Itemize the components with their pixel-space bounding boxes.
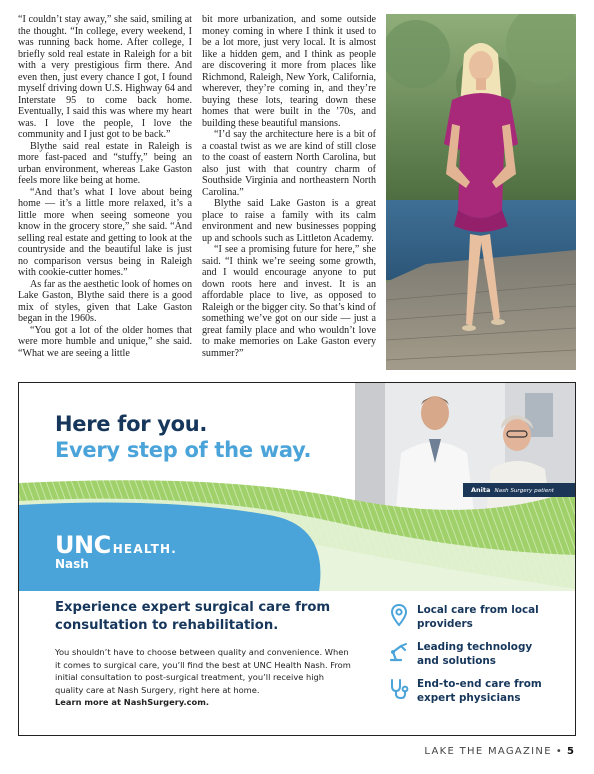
- magazine-name: LAKE THE MAGAZINE: [424, 746, 552, 757]
- ad-subheadline: Experience expert surgical care from consultation to rehabilitation.: [55, 600, 331, 633]
- page-number: 5: [567, 746, 574, 757]
- paragraph: “I see a promising future for here,” she said. “I think we’re seeing some growth, and I would encourage anyone to put down roots here and invest. It is an affordable place to live, as opposed to Raleigh or the bigger city. So that’s kind of something we’ve got on our side — just a great family place and who wouldn’t love to make memories on Lake Gaston every summer?”: [202, 244, 376, 359]
- logo-unc: UNC: [55, 531, 111, 559]
- robotic-arm-icon: [387, 640, 411, 664]
- footer-separator: •: [555, 746, 564, 757]
- paragraph: “And that’s what I love about being home — it’s a little more relaxed, it’s a little more when seeing someone you know in the grocery store,” she said. “And selling real estate and getting to look at the countryside and the beautiful lake is just no comparison versus being in Raleigh with cookie-cutter homes.”: [18, 186, 192, 278]
- headline-line-2: Every step of the way.: [55, 438, 312, 462]
- headline-line-1: Here for you.: [55, 412, 208, 436]
- caption-role: Nash Surgery patient: [494, 488, 555, 494]
- location-pin-icon: [387, 603, 411, 627]
- feature-end-to-end: [387, 677, 547, 705]
- page-footer: [424, 746, 574, 757]
- article-photo: [386, 14, 576, 370]
- feature-text: Leading technology and solutions: [417, 641, 533, 667]
- article-column-1: [18, 14, 192, 359]
- paragraph: “You got a lot of the older homes that were more humble and unique,” she said. “What we are seeing a little: [18, 324, 192, 359]
- caption-name: Anita: [471, 486, 491, 494]
- logo-health: HEALTH.: [112, 542, 178, 556]
- paragraph: Blythe said real estate in Raleigh is more fast-paced and “stuffy,” being an urban environment, whereas Lake Gaston feels more like being at home.: [18, 140, 192, 186]
- ad-body: [55, 646, 355, 709]
- unc-health-advertisement: [18, 382, 576, 736]
- paragraph: Blythe said Lake Gaston is a great place to raise a family with its calm environment and new businesses popping up and schools such as Littleton Academy.: [202, 198, 376, 244]
- stethoscope-icon: [387, 677, 411, 701]
- paragraph: As far as the aesthetic look of homes on Lake Gaston, Blythe said there is a good mix of styles, given that Lake Gaston began in the 1960s.: [18, 278, 192, 324]
- paragraph: “I’d say the architecture here is a bit of a coastal twist as we are kind of still close to the coast of eastern North Carolina, but also just with that country charm of Southside Virginia and northeastern North Carolina.”: [202, 129, 376, 198]
- photo-caption: [463, 483, 576, 497]
- learn-more-link[interactable]: Learn more at NashSurgery.com.: [55, 697, 210, 708]
- paragraph: “I couldn’t stay away,” she said, smiling at the thought. “In college, every weekend, I was running back home. After college, I briefly sold real estate in Raleigh for a bit with a very prestigious firm there. And even then, just every chance I got, I found myself driving down U.S. Highway 64 and Interstate 95 to come back home. Eventually, I said this was where my heart was. I love the people, I love the community and I just got to be back.”: [18, 14, 192, 140]
- feature-local-care: [387, 603, 547, 631]
- paragraph: bit more urbanization, and some outside money coming in where I think it used to be a lot more, just very local. It is almost like a hidden gem, and I think as people are discovering it more from places like Richmond, Raleigh, New York, California, wherever, they’re coming in, and they’re buying these lots, tearing down these homes that were built in the ’70s, and building these beautiful mansions.: [202, 14, 376, 129]
- feature-technology: [387, 640, 547, 668]
- ad-headline: [55, 411, 311, 463]
- feature-text: Local care from local providers: [417, 604, 539, 630]
- logo-nash: Nash: [55, 557, 89, 571]
- unc-health-nash-logo: [55, 531, 177, 571]
- woman-on-dock-illustration: [386, 14, 576, 370]
- article-column-2: [202, 14, 376, 359]
- ad-body-text: You shouldn’t have to choose between quality and convenience. When it comes to surgical care, you’ll find the best at UNC Health Nash. From initial consultation to post-surgical treatment, you’ll receive high quality care at Nash Surgery, right here at home.: [55, 647, 351, 695]
- feature-text: End-to-end care from expert physicians: [417, 678, 542, 704]
